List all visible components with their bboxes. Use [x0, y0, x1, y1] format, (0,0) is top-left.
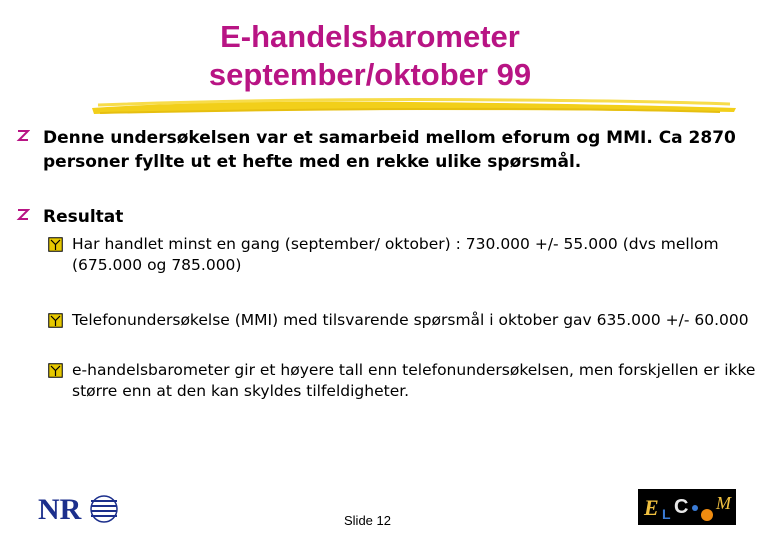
elcom-letter-l: L	[662, 506, 671, 522]
checkbox-bullet-icon	[48, 313, 63, 328]
bullet-z-icon	[16, 208, 30, 222]
slide-number: Slide 12	[344, 513, 391, 528]
title-underline-swoosh	[90, 96, 740, 120]
bullet-intro	[16, 126, 776, 174]
bullet-intro-line-1: Denne undersøkelsen var et samarbeid mellom eforum og MMI. Ca 2870	[43, 128, 736, 148]
sub-bullet-konklusjon-line-1: e-handelsbarometer gir et høyere tall enn telefonundersøkelsen, men forskjellen er ikke	[72, 361, 756, 379]
globe-icon	[91, 496, 117, 522]
nr-logo-text: NR	[38, 493, 82, 526]
checkbox-bullet-icon	[48, 237, 63, 252]
elcom-letter-e: E	[644, 495, 659, 520]
title-line-2: september/oktober 99	[208, 57, 532, 92]
bullet-resultat	[16, 205, 123, 229]
sub-bullet-telefon	[48, 310, 778, 331]
sub-bullet-konklusjon-line-2: større enn at den kan skyldes tilfeldigheter.	[72, 382, 410, 400]
bullet-resultat-label: Resultat	[43, 207, 124, 227]
sub-bullet-handlet-line-2: (675.000 og 785.000)	[72, 256, 242, 274]
elcom-logo	[638, 489, 736, 525]
bullet-z-icon	[16, 129, 30, 143]
sub-bullet-konklusjon	[48, 360, 778, 402]
nr-logo	[38, 492, 124, 526]
checkbox-bullet-icon	[48, 363, 63, 378]
bullet-intro-line-2: personer fyllte ut et hefte med en rekke ulike spørsmål.	[43, 152, 582, 172]
title-line-1: E-handelsbarometer	[220, 19, 520, 54]
sub-bullet-handlet	[48, 234, 778, 276]
slide-title	[150, 18, 590, 94]
sub-bullet-handlet-line-1: Har handlet minst en gang (september/ oktober) : 730.000 +/- 55.000 (dvs mellom	[72, 235, 719, 253]
sub-bullet-telefon-line-1: Telefonundersøkelse (MMI) med tilsvarende spørsmål i oktober gav 635.000 +/- 60.000	[72, 311, 749, 329]
elcom-letter-m: M	[716, 493, 731, 513]
elcom-letter-c: C	[674, 496, 689, 518]
